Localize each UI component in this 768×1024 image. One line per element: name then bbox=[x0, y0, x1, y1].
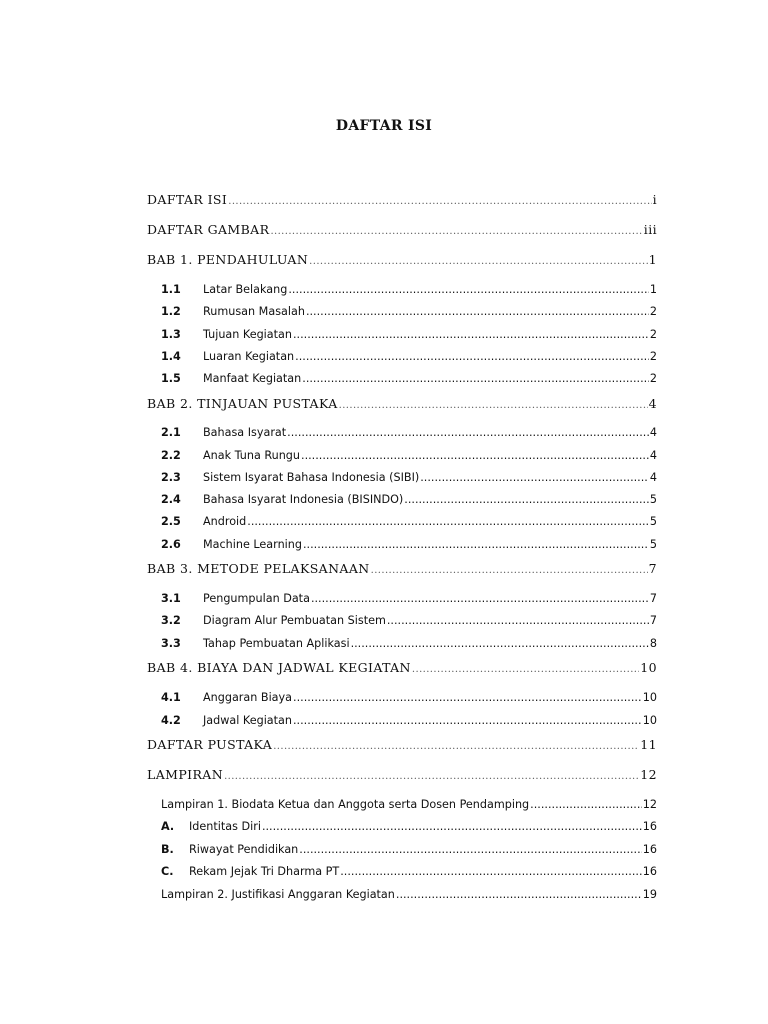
toc-dot-leader bbox=[288, 283, 649, 296]
toc-entry-number: 3.1 bbox=[161, 592, 181, 605]
toc-section-entry[interactable] bbox=[161, 372, 657, 388]
toc-page-number: 1 bbox=[648, 252, 657, 267]
toc-entry-label: Lampiran 1. Biodata Ketua dan Anggota serta Dosen Pendamping bbox=[161, 798, 530, 811]
toc-section-entry[interactable] bbox=[161, 798, 657, 814]
toc-section-entry[interactable] bbox=[161, 305, 657, 321]
toc-page-number: 4 bbox=[649, 426, 657, 439]
toc-dot-leader bbox=[351, 637, 649, 650]
toc-page-number: 5 bbox=[649, 493, 657, 506]
toc-dot-leader bbox=[295, 350, 649, 363]
toc-page-number: iii bbox=[643, 222, 657, 237]
toc-entry-label: Luaran Kegiatan bbox=[203, 350, 295, 363]
toc-section-entry[interactable] bbox=[161, 592, 657, 608]
toc-dot-leader bbox=[339, 400, 648, 411]
toc-chapter-entry[interactable] bbox=[147, 767, 657, 785]
toc-dot-leader bbox=[303, 538, 649, 551]
toc-section-entry[interactable] bbox=[161, 614, 657, 630]
toc-chapter-entry[interactable] bbox=[147, 660, 657, 678]
toc-entry-label: BAB 3. METODE PELAKSANAAN bbox=[147, 561, 370, 576]
toc-entry-label: Diagram Alur Pembuatan Sistem bbox=[203, 614, 386, 627]
toc-entry-label: Lampiran 2. Justifikasi Anggaran Kegiatan bbox=[161, 888, 395, 901]
toc-entry-label: Tahap Pembuatan Aplikasi bbox=[203, 637, 350, 650]
toc-page-number: 7 bbox=[648, 561, 657, 576]
toc-section-entry[interactable] bbox=[161, 515, 657, 531]
toc-section-entry[interactable] bbox=[161, 471, 657, 487]
toc-dot-leader bbox=[293, 328, 649, 341]
toc-entry-number: C. bbox=[161, 865, 174, 878]
toc-page-number: 5 bbox=[649, 515, 657, 528]
toc-entry-number: 3.3 bbox=[161, 637, 181, 650]
toc-entry-number: 2.3 bbox=[161, 471, 181, 484]
toc-dot-leader bbox=[293, 714, 642, 727]
toc-dot-leader bbox=[420, 471, 649, 484]
page-title: DAFTAR ISI bbox=[335, 118, 433, 134]
toc-entry-number: 1.2 bbox=[161, 305, 181, 318]
toc-page-number: 10 bbox=[642, 714, 657, 727]
toc-entry-label: Anak Tuna Rungu bbox=[203, 449, 301, 462]
toc-entry-number: 1.1 bbox=[161, 283, 181, 296]
toc-entry-label: DAFTAR GAMBAR bbox=[147, 222, 270, 237]
toc-entry-number: B. bbox=[161, 843, 174, 856]
toc-dot-leader bbox=[302, 372, 649, 385]
toc-entry-label: Riwayat Pendidikan bbox=[189, 843, 299, 856]
toc-page-number: 1 bbox=[649, 283, 657, 296]
toc-entry-number: 1.5 bbox=[161, 372, 181, 385]
toc-page-number: 4 bbox=[649, 471, 657, 484]
toc-dot-leader bbox=[262, 820, 642, 833]
toc-page-number: 16 bbox=[642, 843, 657, 856]
toc-entry-number: 3.2 bbox=[161, 614, 181, 627]
toc-page-number: 7 bbox=[649, 592, 657, 605]
toc-entry-number: 4.1 bbox=[161, 691, 181, 704]
toc-entry-number: 1.3 bbox=[161, 328, 181, 341]
toc-entry-label: Rekam Jejak Tri Dharma PT bbox=[189, 865, 340, 878]
toc-section-entry[interactable] bbox=[161, 691, 657, 707]
toc-entry-label: Sistem Isyarat Bahasa Indonesia (SIBI) bbox=[203, 471, 420, 484]
toc-dot-leader bbox=[404, 493, 649, 506]
toc-section-entry[interactable] bbox=[161, 328, 657, 344]
toc-entry-label: Bahasa Isyarat bbox=[203, 426, 287, 439]
toc-dot-leader bbox=[396, 888, 642, 901]
toc-section-entry[interactable] bbox=[161, 714, 657, 730]
toc-page-number: 16 bbox=[642, 820, 657, 833]
toc-chapter-entry[interactable] bbox=[147, 737, 657, 755]
toc-entry-label: Tujuan Kegiatan bbox=[203, 328, 292, 341]
toc-entry-label: DAFTAR ISI bbox=[147, 192, 228, 207]
toc-dot-leader bbox=[530, 798, 642, 811]
toc-dot-leader bbox=[287, 426, 649, 439]
toc-entry-label: Manfaat Kegiatan bbox=[203, 372, 302, 385]
toc-section-entry[interactable] bbox=[161, 820, 657, 836]
toc-page-number: 2 bbox=[649, 305, 657, 318]
toc-entry-number: 4.2 bbox=[161, 714, 181, 727]
toc-entry-label: Identitas Diri bbox=[189, 820, 261, 833]
toc-page-number: 10 bbox=[642, 691, 657, 704]
toc-dot-leader bbox=[371, 565, 648, 576]
toc-page-number: 12 bbox=[640, 767, 657, 782]
toc-dot-leader bbox=[387, 614, 649, 627]
toc-entry-label: BAB 4. BIAYA DAN JADWAL KEGIATAN bbox=[147, 660, 411, 675]
toc-dot-leader bbox=[299, 843, 641, 856]
toc-entry-number: A. bbox=[161, 820, 175, 833]
toc-entry-number: 1.4 bbox=[161, 350, 181, 363]
toc-section-entry[interactable] bbox=[161, 350, 657, 366]
toc-page-number: 16 bbox=[642, 865, 657, 878]
toc-chapter-entry[interactable] bbox=[147, 192, 657, 210]
toc-entry-number: 2.6 bbox=[161, 538, 181, 551]
toc-section-entry[interactable] bbox=[161, 888, 657, 904]
toc-page-number: 11 bbox=[640, 737, 657, 752]
toc-dot-leader bbox=[228, 196, 651, 207]
toc-page-number: 7 bbox=[649, 614, 657, 627]
toc-dot-leader bbox=[293, 691, 642, 704]
toc-page-number: i bbox=[652, 192, 657, 207]
toc-dot-leader bbox=[311, 592, 649, 605]
toc-dot-leader bbox=[224, 771, 639, 782]
toc-entry-label: Jadwal Kegiatan bbox=[203, 714, 292, 727]
toc-entry-label: Machine Learning bbox=[203, 538, 302, 551]
toc-page-number: 2 bbox=[649, 328, 657, 341]
toc-section-entry[interactable] bbox=[161, 843, 657, 859]
toc-page-number: 2 bbox=[649, 372, 657, 385]
toc-dot-leader bbox=[273, 741, 639, 752]
toc-dot-leader bbox=[247, 515, 649, 528]
toc-page-number: 10 bbox=[640, 660, 657, 675]
toc-entry-label: BAB 2. TINJAUAN PUSTAKA bbox=[147, 396, 338, 411]
toc-page-number: 4 bbox=[649, 449, 657, 462]
toc-entry-label: Pengumpulan Data bbox=[203, 592, 310, 605]
toc-dot-leader bbox=[301, 449, 649, 462]
toc-page-number: 4 bbox=[648, 396, 657, 411]
toc-entry-label: Android bbox=[203, 515, 247, 528]
toc-entry-number: 2.5 bbox=[161, 515, 181, 528]
toc-page-number: 5 bbox=[649, 538, 657, 551]
toc-page-number: 19 bbox=[642, 888, 657, 901]
toc-entry-label: Latar Belakang bbox=[203, 283, 288, 296]
toc-page-number: 2 bbox=[649, 350, 657, 363]
toc-section-entry[interactable] bbox=[161, 865, 657, 881]
toc-entry-label: Rumusan Masalah bbox=[203, 305, 305, 318]
toc-dot-leader bbox=[340, 865, 642, 878]
toc-chapter-entry[interactable] bbox=[147, 222, 657, 240]
toc-section-entry[interactable] bbox=[161, 637, 657, 653]
toc-entry-label: BAB 1. PENDAHULUAN bbox=[147, 252, 309, 267]
toc-dot-leader bbox=[412, 664, 639, 675]
toc-section-entry[interactable] bbox=[161, 283, 657, 299]
toc-section-entry[interactable] bbox=[161, 426, 657, 442]
toc-entry-label: Anggaran Biaya bbox=[203, 691, 293, 704]
toc-section-entry[interactable] bbox=[161, 538, 657, 554]
toc-dot-leader bbox=[306, 305, 649, 318]
toc-entry-label: LAMPIRAN bbox=[147, 767, 224, 782]
toc-chapter-entry[interactable] bbox=[147, 561, 657, 579]
toc-entry-number: 2.2 bbox=[161, 449, 181, 462]
toc-page-number: 8 bbox=[649, 637, 657, 650]
toc-entry-label: Bahasa Isyarat Indonesia (BISINDO) bbox=[203, 493, 404, 506]
toc-chapter-entry[interactable] bbox=[147, 252, 657, 270]
toc-section-entry[interactable] bbox=[161, 493, 657, 509]
toc-page-number: 12 bbox=[642, 798, 657, 811]
toc-entry-number: 2.1 bbox=[161, 426, 181, 439]
toc-dot-leader bbox=[270, 226, 642, 237]
toc-section-entry[interactable] bbox=[161, 449, 657, 465]
toc-dot-leader bbox=[309, 256, 647, 267]
toc-chapter-entry[interactable] bbox=[147, 396, 657, 414]
toc-entry-label: DAFTAR PUSTAKA bbox=[147, 737, 273, 752]
toc-entry-number: 2.4 bbox=[161, 493, 181, 506]
